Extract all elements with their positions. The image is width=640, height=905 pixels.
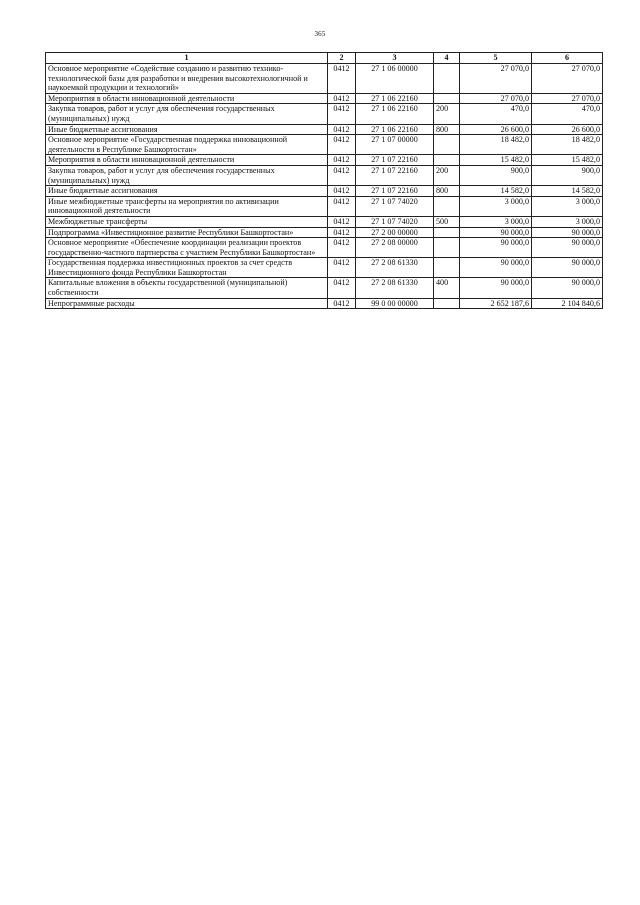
expense-name-cell: Иные бюджетные ассигнования — [46, 124, 328, 135]
table-row — [46, 165, 603, 185]
amount-year2-cell: 27 070,0 — [532, 93, 603, 104]
expense-name-cell: Основное мероприятие «Государственная поддержка инновационной деятельности в Республике Башкортостан» — [46, 135, 328, 155]
expense-type-cell: 400 — [434, 278, 460, 298]
amount-year2-cell: 90 000,0 — [532, 227, 603, 238]
column-header: 5 — [460, 53, 532, 64]
expense-type-cell: 200 — [434, 104, 460, 124]
amount-year1-cell: 90 000,0 — [460, 278, 532, 298]
section-code-cell: 0412 — [328, 216, 356, 227]
expense-name-cell: Непрограммные расходы — [46, 298, 328, 309]
expense-type-cell: 200 — [434, 165, 460, 185]
section-code-cell: 0412 — [328, 196, 356, 216]
section-code-cell: 0412 — [328, 155, 356, 166]
table-row — [46, 186, 603, 197]
expense-name-cell: Подпрограмма «Инвестиционное развитие Республики Башкортостан» — [46, 227, 328, 238]
section-code-cell: 0412 — [328, 64, 356, 94]
expense-name-cell: Иные бюджетные ассигнования — [46, 186, 328, 197]
target-article-cell: 27 1 06 22160 — [356, 124, 434, 135]
target-article-cell: 27 2 08 61330 — [356, 278, 434, 298]
amount-year2-cell: 14 582,0 — [532, 186, 603, 197]
table-row — [46, 64, 603, 94]
target-article-cell: 27 1 07 00000 — [356, 135, 434, 155]
amount-year1-cell: 27 070,0 — [460, 64, 532, 94]
expense-type-cell — [434, 155, 460, 166]
budget-table — [45, 52, 603, 309]
expense-type-cell: 800 — [434, 124, 460, 135]
column-header: 2 — [328, 53, 356, 64]
column-header: 3 — [356, 53, 434, 64]
table-row — [46, 258, 603, 278]
table-header — [46, 53, 603, 64]
expense-type-cell: 800 — [434, 186, 460, 197]
amount-year1-cell: 3 000,0 — [460, 216, 532, 227]
section-code-cell: 0412 — [328, 93, 356, 104]
table-row — [46, 227, 603, 238]
section-code-cell: 0412 — [328, 238, 356, 258]
target-article-cell: 27 1 07 22160 — [356, 165, 434, 185]
amount-year1-cell: 3 000,0 — [460, 196, 532, 216]
section-code-cell: 0412 — [328, 104, 356, 124]
target-article-cell: 27 2 08 00000 — [356, 238, 434, 258]
amount-year2-cell: 470,0 — [532, 104, 603, 124]
table-row — [46, 104, 603, 124]
target-article-cell: 27 1 07 74020 — [356, 216, 434, 227]
expense-type-cell — [434, 135, 460, 155]
expense-name-cell: Основное мероприятие «Обеспечение координации реализации проектов государственно-частного партнерства с участием Республики Башкортостан» — [46, 238, 328, 258]
amount-year1-cell: 14 582,0 — [460, 186, 532, 197]
amount-year1-cell: 90 000,0 — [460, 227, 532, 238]
amount-year2-cell: 90 000,0 — [532, 238, 603, 258]
expense-name-cell: Межбюджетные трансферты — [46, 216, 328, 227]
amount-year2-cell: 27 070,0 — [532, 64, 603, 94]
amount-year1-cell: 18 482,0 — [460, 135, 532, 155]
amount-year1-cell: 15 482,0 — [460, 155, 532, 166]
expense-type-cell — [434, 298, 460, 309]
table-row — [46, 93, 603, 104]
table-row — [46, 278, 603, 298]
amount-year2-cell: 26 600,0 — [532, 124, 603, 135]
expense-name-cell: Мероприятия в области инновационной деятельности — [46, 93, 328, 104]
column-header: 1 — [46, 53, 328, 64]
expense-name-cell: Закупка товаров, работ и услуг для обеспечения государственных (муниципальных) нужд — [46, 165, 328, 185]
table-row — [46, 124, 603, 135]
expense-type-cell — [434, 93, 460, 104]
expense-name-cell: Капитальные вложения в объекты государственной (муниципальной) собственности — [46, 278, 328, 298]
section-code-cell: 0412 — [328, 298, 356, 309]
amount-year1-cell: 470,0 — [460, 104, 532, 124]
expense-type-cell — [434, 227, 460, 238]
expense-type-cell — [434, 238, 460, 258]
expense-name-cell: Закупка товаров, работ и услуг для обеспечения государственных (муниципальных) нужд — [46, 104, 328, 124]
section-code-cell: 0412 — [328, 258, 356, 278]
table-body — [46, 64, 603, 309]
expense-name-cell: Основное мероприятие «Содействие созданию и развитию технико-технологической базы для разработки и внедрения высокотехнологичной и наукоемкой продукции и технологий» — [46, 64, 328, 94]
target-article-cell: 27 1 06 22160 — [356, 93, 434, 104]
section-code-cell: 0412 — [328, 135, 356, 155]
amount-year1-cell: 26 600,0 — [460, 124, 532, 135]
expense-type-cell — [434, 64, 460, 94]
table-row — [46, 298, 603, 309]
target-article-cell: 99 0 00 00000 — [356, 298, 434, 309]
target-article-cell: 27 1 06 00000 — [356, 64, 434, 94]
expense-name-cell: Государственная поддержка инвестиционных проектов за счет средств Инвестиционного фонда Республики Башкортостан — [46, 258, 328, 278]
table-row — [46, 238, 603, 258]
amount-year2-cell: 15 482,0 — [532, 155, 603, 166]
section-code-cell: 0412 — [328, 227, 356, 238]
section-code-cell: 0412 — [328, 278, 356, 298]
table-row — [46, 155, 603, 166]
section-code-cell: 0412 — [328, 124, 356, 135]
column-header: 4 — [434, 53, 460, 64]
amount-year2-cell: 90 000,0 — [532, 278, 603, 298]
expense-name-cell: Мероприятия в области инновационной деятельности — [46, 155, 328, 166]
header-row — [46, 53, 603, 64]
amount-year1-cell: 2 652 187,6 — [460, 298, 532, 309]
target-article-cell: 27 1 07 22160 — [356, 186, 434, 197]
table-row — [46, 196, 603, 216]
target-article-cell: 27 1 07 74020 — [356, 196, 434, 216]
target-article-cell: 27 2 08 61330 — [356, 258, 434, 278]
target-article-cell: 27 1 06 22160 — [356, 104, 434, 124]
column-header: 6 — [532, 53, 603, 64]
expense-type-cell — [434, 196, 460, 216]
amount-year1-cell: 27 070,0 — [460, 93, 532, 104]
amount-year2-cell: 18 482,0 — [532, 135, 603, 155]
target-article-cell: 27 1 07 22160 — [356, 155, 434, 166]
expense-type-cell: 500 — [434, 216, 460, 227]
amount-year1-cell: 900,0 — [460, 165, 532, 185]
section-code-cell: 0412 — [328, 165, 356, 185]
amount-year2-cell: 3 000,0 — [532, 196, 603, 216]
section-code-cell: 0412 — [328, 186, 356, 197]
table-row — [46, 135, 603, 155]
table-row — [46, 216, 603, 227]
target-article-cell: 27 2 00 00000 — [356, 227, 434, 238]
amount-year1-cell: 90 000,0 — [460, 258, 532, 278]
amount-year2-cell: 90 000,0 — [532, 258, 603, 278]
amount-year2-cell: 900,0 — [532, 165, 603, 185]
amount-year2-cell: 3 000,0 — [532, 216, 603, 227]
amount-year1-cell: 90 000,0 — [460, 238, 532, 258]
amount-year2-cell: 2 104 840,6 — [532, 298, 603, 309]
expense-type-cell — [434, 258, 460, 278]
page-number: 365 — [314, 30, 326, 38]
expense-name-cell: Иные межбюджетные трансферты на мероприятия по активизации инновационной деятельности — [46, 196, 328, 216]
